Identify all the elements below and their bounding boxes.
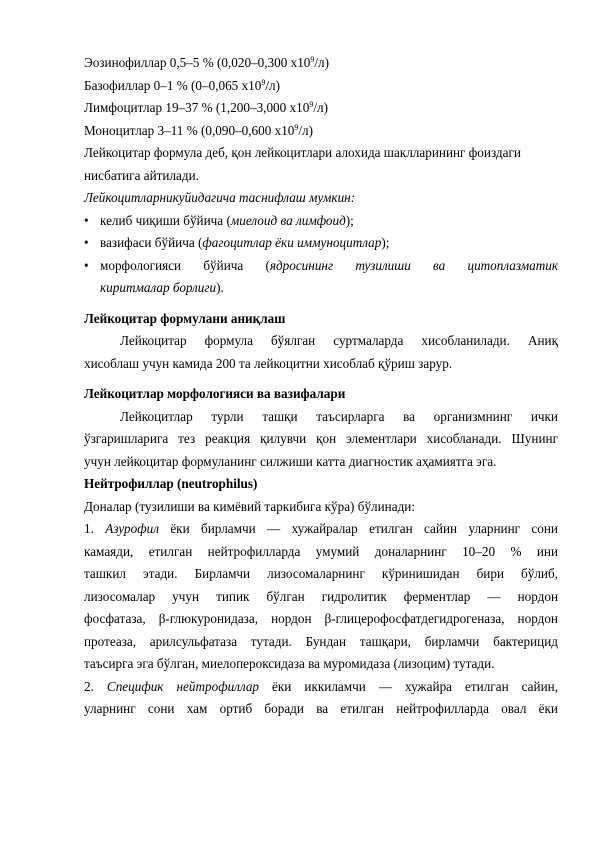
bullet-icon: • — [84, 235, 89, 250]
morphology-para-line-3: учун лейкоцитар формуланинг силжиши катта диагностик аҳамиятга эга. — [84, 453, 497, 469]
bullet-item-morphology: • морфологияси бўйича (ядросининг тузилиши ва цитоплазматик — [84, 255, 558, 278]
bullet-item-origin: • келиб чиқиши бўйича (миелоид ва лимфоид); — [84, 210, 558, 233]
morphology-para-line-1: Лейкоцитлар турли ташқи таъсирларга ва организмнинг ички — [120, 408, 558, 424]
formula-para-line-1: Лейкоцитар формула бўялган суртмаларда хисобланилади. Аниқ — [120, 333, 558, 348]
azurophil-line-4: лизосомалар учун типик бўлган гидролитик ферментлар — нордон — [84, 588, 558, 604]
document-page — [84, 52, 558, 721]
count-eosinophils: Эозинофиллар 0,5–5 % (0,020–0,300 $х10^9/л$) — [84, 55, 330, 70]
azurophil-line-7: таъсирга эга бўлган, миелопероксидаза ва муромидаза (лизоцим) тутади. — [84, 656, 495, 671]
azurophil-line-5: фосфатаза, β-глюкуронидаза, нордон β-глицерофосфатдегидрогеназа, нордон — [84, 611, 558, 626]
classification-heading: Лейкоцитларникуйидагича таснифлаш мумкин: — [84, 190, 356, 205]
azurophil-line-3: ташкил этади. Бирламчи лизосомаларнинг кўринишидан бири бўлиб, — [84, 566, 558, 581]
section-heading-neutrophils: Нейтрофиллар (neutrophilus) — [84, 476, 258, 491]
count-lymphocytes: Лимфоцитлар 19–37 % (1,200–3,000 $х10^9/л$) — [84, 100, 328, 115]
formula-definition-line-2: нисбатига айтилади. — [84, 167, 199, 183]
section-heading-formula: Лейкоцитар формулани аниқлаш — [84, 310, 286, 326]
bullet-item-morphology-cont: киритмалар борлиги). — [100, 280, 224, 295]
specific-line-2: уларнинг сони хам ортиб боради ва етилган нейтрофилларда овал ёки — [84, 701, 558, 716]
count-monocytes: Моноцитлар 3–11 % (0,090–0,600 $х10^9/л$) — [84, 122, 314, 138]
azurophil-line-1: 1. Азурофил ёки бирламчи — хужайралар етилган сайин уларнинг сони — [84, 521, 558, 536]
morphology-para-line-2: ўзгаришларига тез реакция қилувчи қон элементлари хисобланади. Шунинг — [84, 431, 558, 446]
section-heading-morphology: Лейкоцитлар морфологияси ва вазифалари — [84, 386, 346, 401]
count-basophils: Базофиллар 0–1 % (0–0,065 $х10^9/л$) — [84, 77, 280, 93]
granules-intro: Доналар (тузилиши ва кимёвий таркибига кўра) бўлинади: — [84, 498, 416, 514]
formula-definition-line-1: Лейкоцитар формула деб, қон лейкоцитлари алохида шаклларининг фоиздаги — [84, 145, 521, 160]
azurophil-line-6: протеаза, арилсульфатаза тутади. Бундан ташқари, бирламчи бактерицид — [84, 633, 558, 649]
azurophil-line-2: камаяди, етилган нейтрофилларда умумий доналарнинг 10–20 % ини — [84, 543, 558, 559]
bullet-icon: • — [84, 212, 89, 228]
formula-para-line-2: хисоблаш учун камида 200 та лейкоцитни хисоблаб қўриш зарур. — [84, 355, 453, 371]
bullet-item-function: • вазифаси бўйича (фагоцитлар ёки иммуноцитлар); — [84, 232, 558, 255]
specific-line-1: 2. Специфик нейтрофиллар ёки иккиламчи — хужайра етилган сайин, — [84, 678, 558, 694]
bullet-icon: • — [84, 257, 89, 273]
